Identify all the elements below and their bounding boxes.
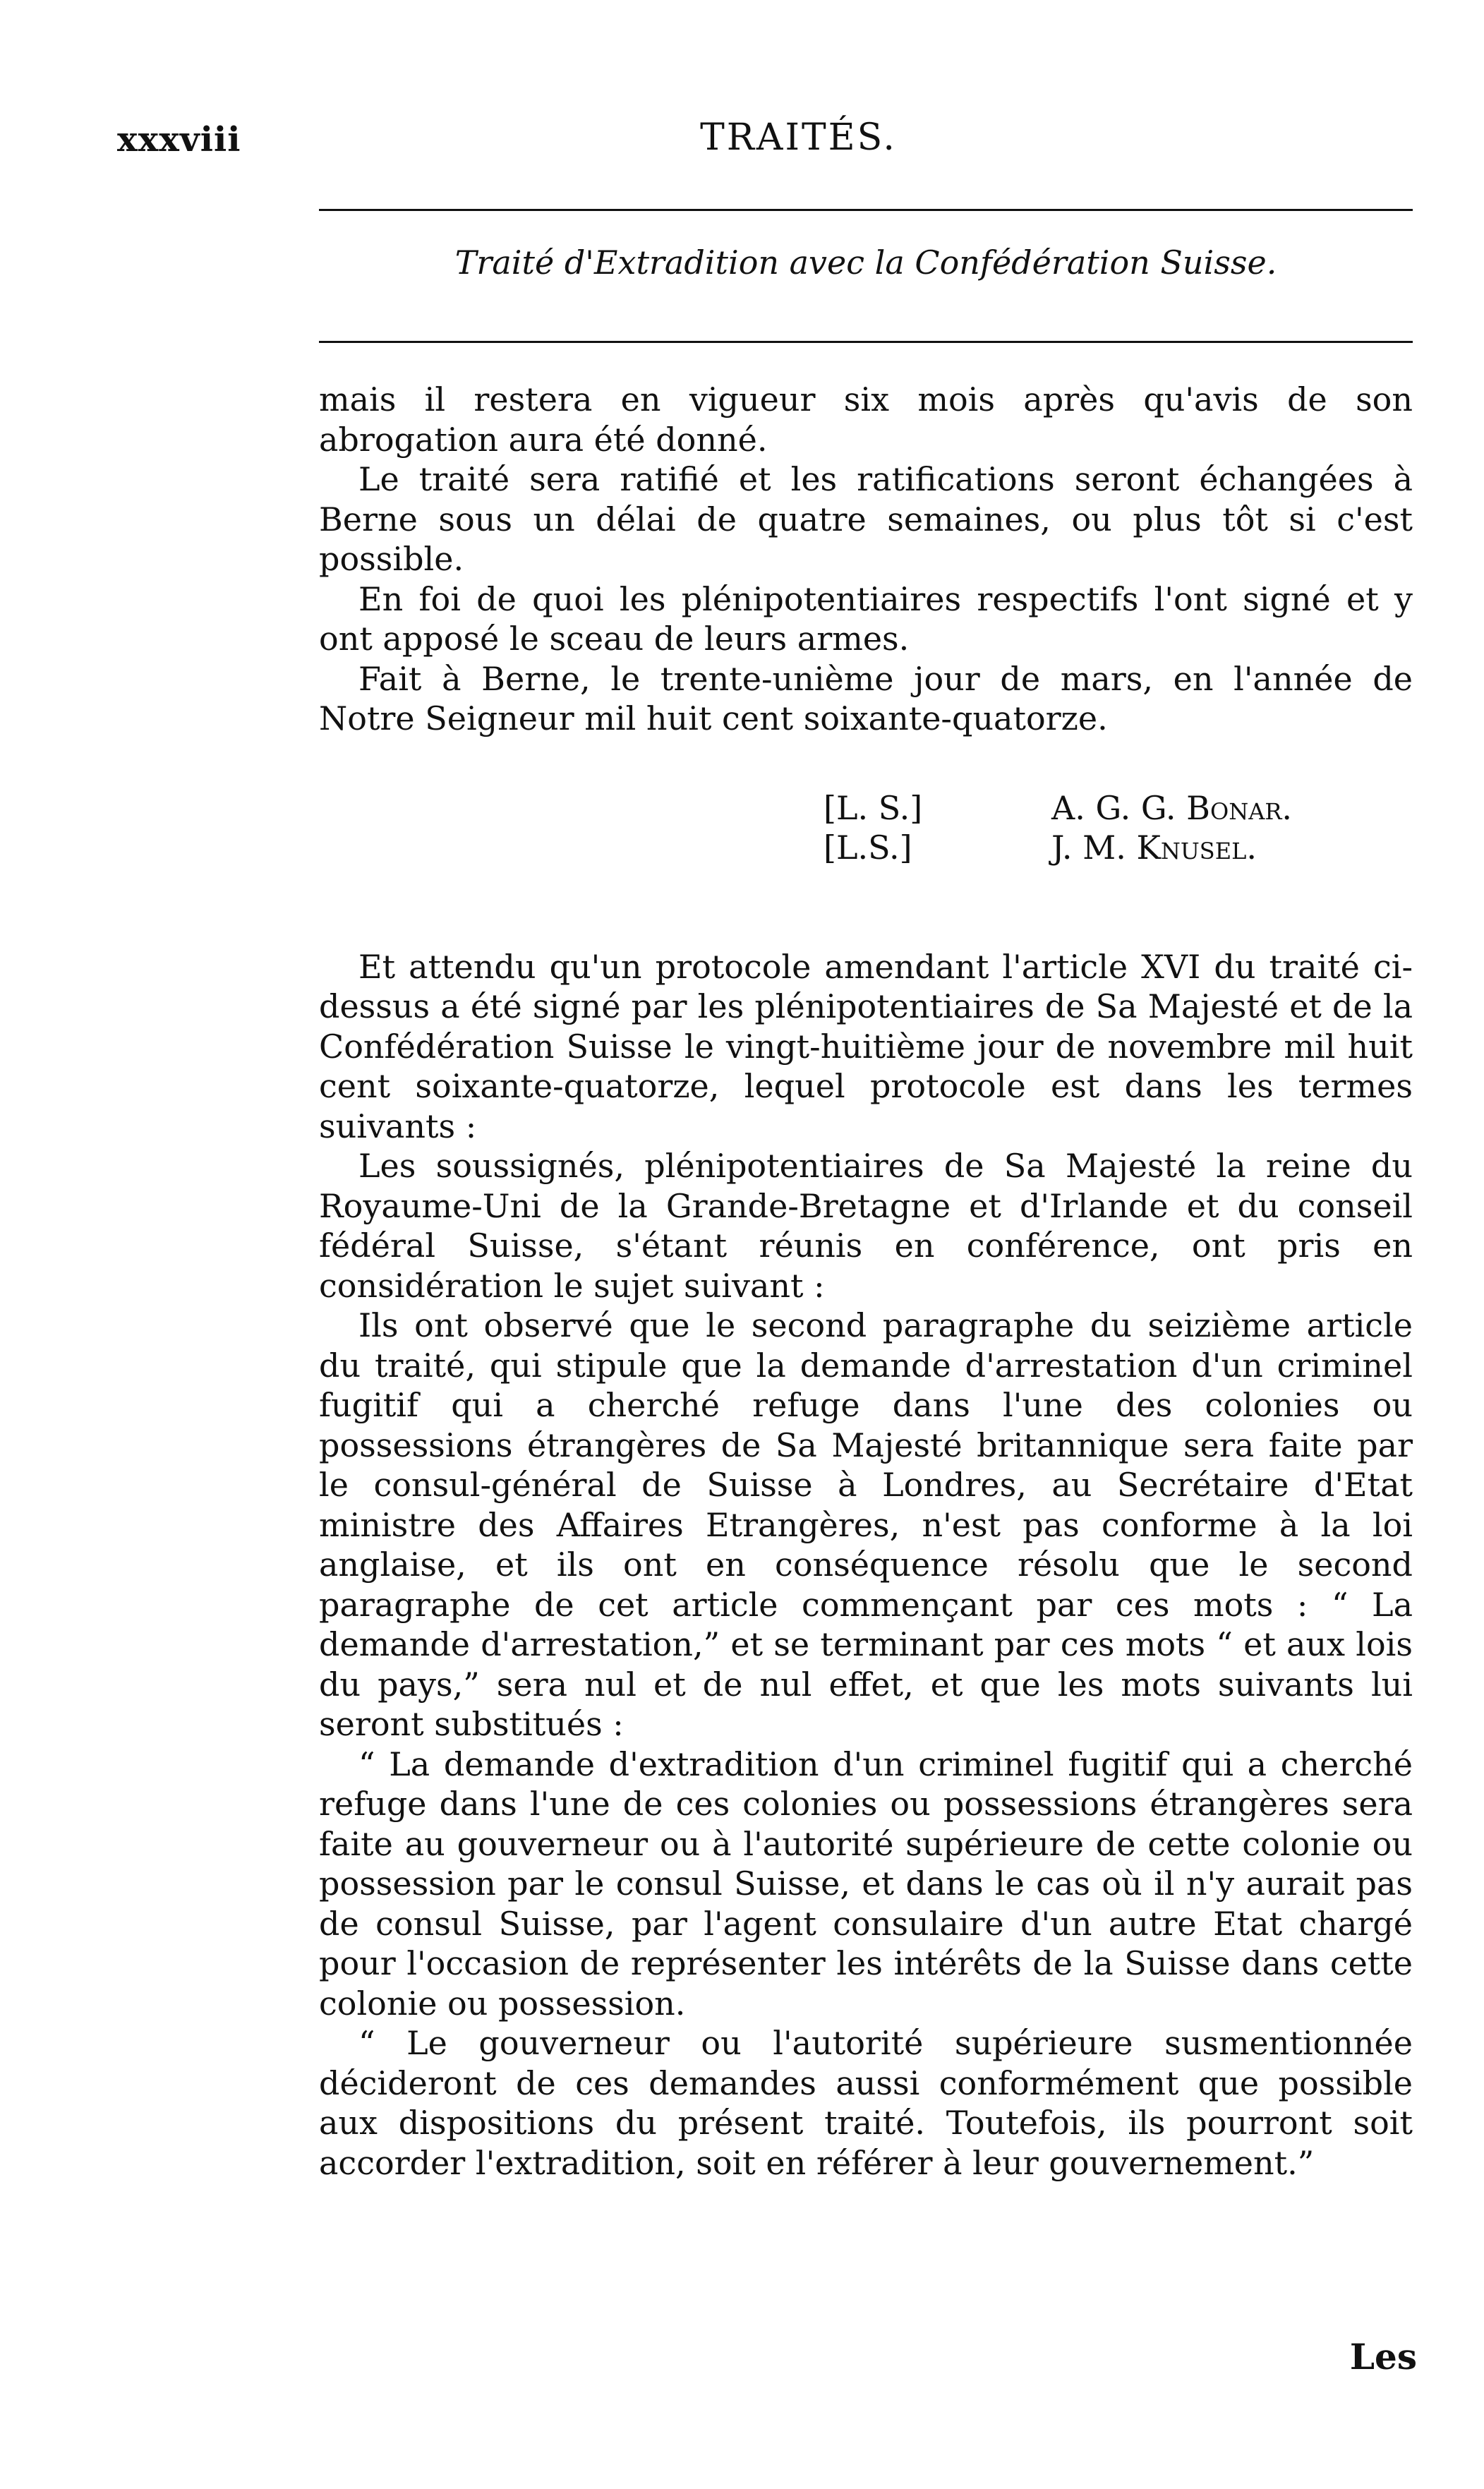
paragraph: Le traité sera ratifié et les ratifications seront échangées à Berne sous un délai de quatre semaines, ou plus tôt si c'est possible.	[319, 460, 1413, 578]
paragraph: Fait à Berne, le trente-unième jour de mars, en l'année de Notre Seigneur mil huit cent soixante-quatorze.	[319, 659, 1413, 737]
seal-mark: [L.S.]	[824, 828, 912, 867]
paragraph: Les soussignés, plénipotentiaires de Sa Majesté la reine du Royaume-Uni de la Grande-Bretagne et d'Irlande et du conseil fédéral Suisse, s'étant réunis en conférence, ont pris en considération le sujet suivant :	[319, 1147, 1413, 1305]
header-rule-top	[319, 209, 1413, 211]
signature-row	[319, 828, 1413, 868]
signature-block	[319, 788, 1413, 868]
paragraph: “ Le gouverneur ou l'autorité supérieure susmentionnée décideront de ces demandes aussi conformément que possible aux dispositions du présent traité. Toutefois, ils pourront soit accorder l'extradition, soit en référer à leur gouvernement.”	[319, 2024, 1413, 2182]
page-title: TRAITÉS.	[700, 116, 897, 159]
header-rule-bottom	[319, 341, 1413, 343]
paragraph: Et attendu qu'un protocole amendant l'article XVI du traité ci-dessus a été signé par les plénipotentiaires de Sa Majesté et de la Confédération Suisse le vingt-huitième jour de novembre mil huit cent soixante-quatorze, lequel protocole est dans les termes suivants :	[319, 947, 1413, 1145]
signatory-name: A. G. G. Bonar.	[1051, 788, 1293, 827]
page-number: xxxviii	[117, 120, 241, 159]
body-text	[319, 380, 1413, 2183]
signature-row	[319, 788, 1413, 828]
paragraph: En foi de quoi les plénipotentiaires respectifs l'ont signé et y ont apposé le sceau de leurs armes.	[319, 579, 1413, 658]
paragraph: “ La demande d'extradition d'un criminel fugitif qui a cherché refuge dans l'une de ces colonies ou possessions étrangères sera faite au gouverneur ou à l'autorité supérieure de cette colonie ou possession par le consul Suisse, et dans le cas où il n'y aurait pas de consul Suisse, par l'agent consulaire d'un autre Etat chargé pour l'occasion de représenter les intérêts de la Suisse dans cette colonie ou possession.	[319, 1744, 1413, 2023]
running-head: Traité d'Extradition avec la Confédération Suisse.	[454, 243, 1277, 282]
signatory-name: J. M. Knusel.	[1051, 828, 1257, 867]
paragraph: mais il restera en vigueur six mois après qu'avis de son abrogation aura été donné.	[319, 380, 1413, 459]
catchword: Les	[1349, 2336, 1417, 2377]
paragraph: Ils ont observé que le second paragraphe du seizième article du traité, qui stipule que la demande d'arrestation d'un criminel fugitif qui a cherché refuge dans l'une des colonies ou possessions étrangères de Sa Majesté britannique sera faite par le consul-général de Suisse à Londres, au Secrétaire d'Etat ministre des Affaires Etrangères, n'est pas conforme à la loi anglaise, et ils ont en conséquence résolu que le second paragraphe de cet article commençant par ces mots : “ La demande d'arrestation,” et se terminant par ces mots “ et aux lois du pays,” sera nul et de nul effet, et que les mots suivants lui seront substitués :	[319, 1306, 1413, 1743]
seal-mark: [L. S.]	[824, 788, 923, 827]
